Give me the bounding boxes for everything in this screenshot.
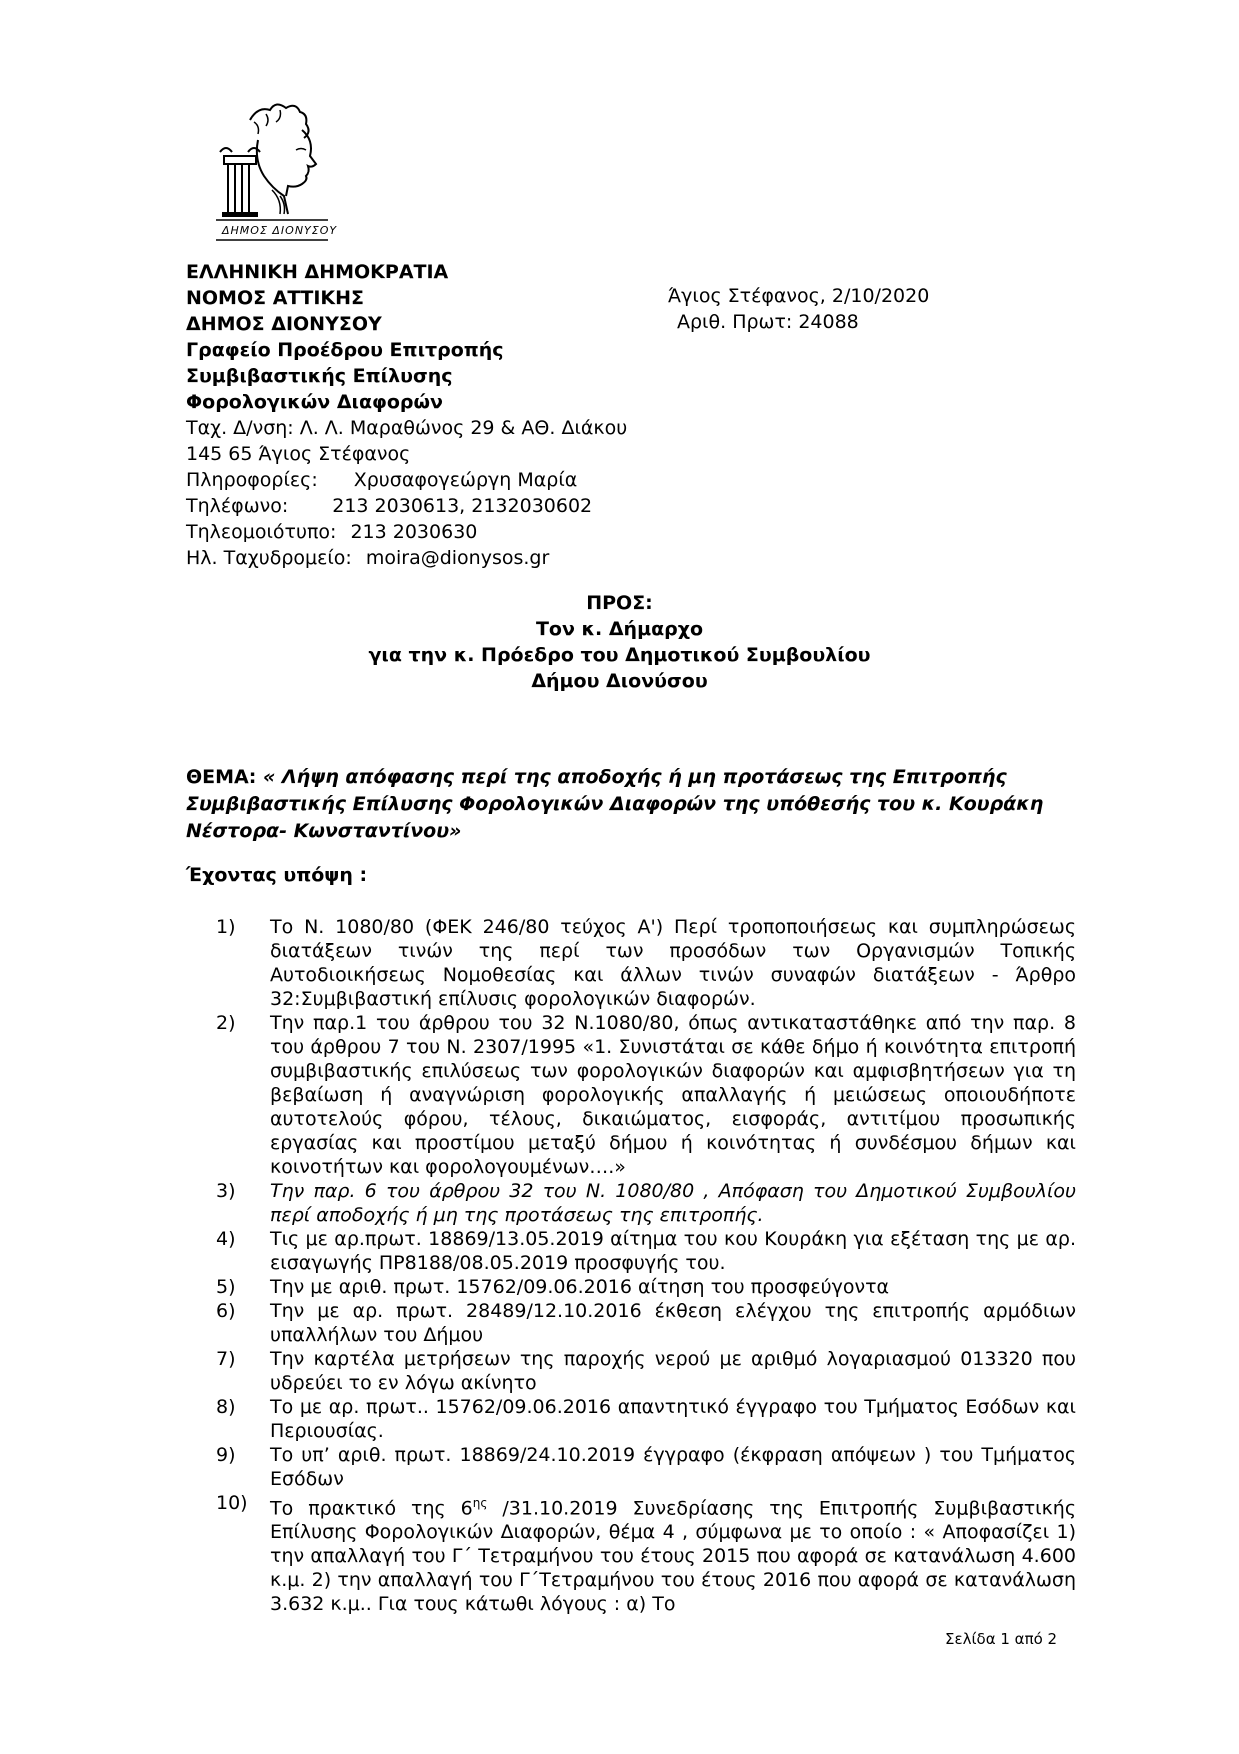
place-date: Άγιος Στέφανος, 2/10/2020 xyxy=(668,285,930,307)
phone-label: Τηλέφωνο: xyxy=(186,495,289,517)
having-in-mind-heading: Έχοντας υπόψη : xyxy=(186,864,368,886)
list-item xyxy=(216,1347,1076,1395)
list-item xyxy=(216,1179,1076,1227)
recipient-line-2: για την κ. Πρόεδρο του Δημοτικού Συμβουλίου xyxy=(368,644,871,666)
fax-line xyxy=(186,519,627,545)
item-number: 6) xyxy=(216,1300,236,1322)
logo-caption: ΔΗΜΟΣ ΔΙΟΝΥΣΟΥ xyxy=(222,224,338,237)
fax-label: Τηλεομοιότυπο: xyxy=(186,521,337,543)
info-value: Χρυσαφογεώργη Μαρία xyxy=(353,469,578,491)
item-text: Την παρ. 6 του άρθρου 32 του Ν. 1080/80 , Απόφαση του Δημοτικού Συμβουλίου περί αποδοχής ή μη της προτάσεως της επιτροπής. xyxy=(270,1180,1076,1226)
item-number: 8) xyxy=(216,1396,236,1418)
sender-header xyxy=(186,259,627,571)
considerations-list xyxy=(216,915,1076,1616)
list-item xyxy=(216,1395,1076,1443)
item-number: 10) xyxy=(216,1492,248,1514)
fax-value: 213 2030630 xyxy=(350,521,478,543)
info-line xyxy=(186,467,627,493)
email-line xyxy=(186,545,627,571)
address-line: Ταχ. Δ/νση: Λ. Λ. Μαραθώνος 29 & ΑΘ. Διάκου xyxy=(186,417,628,439)
list-item xyxy=(216,915,1076,1011)
info-label: Πληροφορίες: xyxy=(186,469,318,491)
subject-label: ΘΕΜΑ: xyxy=(186,766,257,788)
recipient-line-1: Τον κ. Δήμαρχο xyxy=(535,618,704,640)
page-number: Σελίδα 1 από 2 xyxy=(945,1630,1058,1648)
item-text xyxy=(270,1491,1076,1616)
list-item xyxy=(216,1443,1076,1491)
postal-line: 145 65 Άγιος Στέφανος xyxy=(186,443,411,465)
municipality-line: ΔΗΜΟΣ ΔΙΟΝΥΣΟΥ xyxy=(186,313,382,335)
list-item xyxy=(216,1227,1076,1275)
item-number: 7) xyxy=(216,1348,236,1370)
subject-block xyxy=(186,764,1086,845)
item-text: Τις με αρ.πρωτ. 18869/13.05.2019 αίτημα του κου Κουράκη για εξέταση της με αρ. εισαγωγής ΠΡ8188/08.05.2019 προσφυγής του. xyxy=(270,1228,1076,1274)
item-text: Το Ν. 1080/80 (ΦΕΚ 246/80 τεύχος Α') Περί τροποποιήσεως και συμπληρώσεως διατάξεων τινών της περί των προσόδων των Οργανισμών Τοπικής Αυτοδιοικήσεως Νομοθεσίας και άλλων τινών συναφών διατάξεων - Άρθρο 32:Συμβιβαστική επίλυσις φορολογικών διαφορών. xyxy=(270,916,1076,1010)
item-number: 5) xyxy=(216,1276,236,1298)
item-number: 2) xyxy=(216,1012,236,1034)
item-text: Την παρ.1 του άρθρου του 32 Ν.1080/80, όπως αντικαταστάθηκε από την παρ. 8 του άρθρου 7 του Ν. 2307/1995 «1. Συνιστάται σε κάθε δήμο ή κοινότητα επιτροπή συμβιβαστικής επιλύσεως των φορολογικών διαφορών και αμφισβητήσεων για τη βεβαίωση ή αναγνώριση φορολογικής απαλλαγής ή μειώσεως οποιουδήποτε αυτοτελούς φόρου, τέλους, δικαιώματος, εισφοράς, αντιτίμου προσωπικής εργασίας και προστίμου μεταξύ δήμου ή κοινότητας ή συνδέσμου δήμων και κοινοτήτων και φορολογουμένων….» xyxy=(270,1012,1076,1178)
email-value: moira@dionysos.gr xyxy=(365,547,550,569)
protocol-number: Αριθ. Πρωτ: 24088 xyxy=(677,311,859,333)
list-item xyxy=(216,1491,1076,1616)
item-number: 4) xyxy=(216,1228,236,1250)
item-text: Την με αριθ. πρωτ. 15762/09.06.2016 αίτηση του προσφεύγοντα xyxy=(270,1276,890,1298)
item-text-rest: /31.10.2019 Συνεδρίασης της Επιτροπής Συμβιβαστικής Επίλυσης Φορολογικών Διαφορών, θέμα 4 , σύμφωνα με το οποίο : « Αποφασίζει 1) την απαλλαγή του Γ΄ Τετραμήνου του έτους 2015 που αφορά σε κατανάλωση 4.600 κ.μ. 2) την απαλλαγή του Γ΄Τετραμήνου του έτους 2016 που αφορά σε κατανάλωση 3.632 κ.μ.. Για τους κάτωθι λόγους : α) Το xyxy=(270,1497,1077,1616)
item-number: 9) xyxy=(216,1444,236,1466)
item-number: 1) xyxy=(216,916,236,938)
item-text: Το με αρ. πρωτ.. 15762/09.06.2016 απαντητικό έγγραφο του Τμήματος Εσόδων και Περιουσίας. xyxy=(270,1396,1076,1442)
email-label: Ηλ. Ταχυδρομείο: xyxy=(186,547,352,569)
phone-line xyxy=(186,493,627,519)
municipality-logo xyxy=(210,100,340,250)
item-number: 3) xyxy=(216,1180,236,1202)
list-item xyxy=(216,1275,1076,1299)
republic-line: ΕΛΛΗΝΙΚΗ ΔΗΜΟΚΡΑΤΙΑ xyxy=(186,261,449,283)
prefecture-line: ΝΟΜΟΣ ΑΤΤΙΚΗΣ xyxy=(186,287,365,309)
item-text: Την καρτέλα μετρήσεων της παροχής νερού με αριθμό λογαριασμού 013320 που υδρεύει το εν λόγω ακίνητο xyxy=(270,1348,1076,1394)
subject-text: « Λήψη απόφασης περί της αποδοχής ή μη προτάσεως της Επιτροπής Συμβιβαστικής Επίλυσης Φορολογικών Διαφορών της υπόθεσής του κ. Κουράκη Νέστορα- Κωνσταντίνου» xyxy=(186,766,1044,842)
recipient-block xyxy=(0,590,1239,694)
item-text: Την με αρ. πρωτ. 28489/12.10.2016 έκθεση ελέγχου της επιτροπής αρμόδιων υπαλλήλων του Δήμου xyxy=(270,1300,1076,1346)
office-line-2: Συμβιβαστικής Επίλυσης xyxy=(186,365,453,387)
recipient-to: ΠΡΟΣ: xyxy=(586,592,653,614)
item-text: Το υπ’ αριθ. πρωτ. 18869/24.10.2019 έγγραφο (έκφραση απόψεων ) του Τμήματος Εσόδων xyxy=(270,1444,1076,1490)
phone-value: 213 2030613, 2132030602 xyxy=(332,495,593,517)
ordinal-suffix: ης xyxy=(472,1496,488,1510)
list-item xyxy=(216,1011,1076,1179)
office-line-3: Φορολογικών Διαφορών xyxy=(186,391,443,413)
office-line-1: Γραφείο Προέδρου Επιτροπής xyxy=(186,339,504,361)
list-item xyxy=(216,1299,1076,1347)
item-text-start: Το πρακτικό της 6 xyxy=(270,1497,473,1520)
recipient-line-3: Δήμου Διονύσου xyxy=(531,670,708,692)
